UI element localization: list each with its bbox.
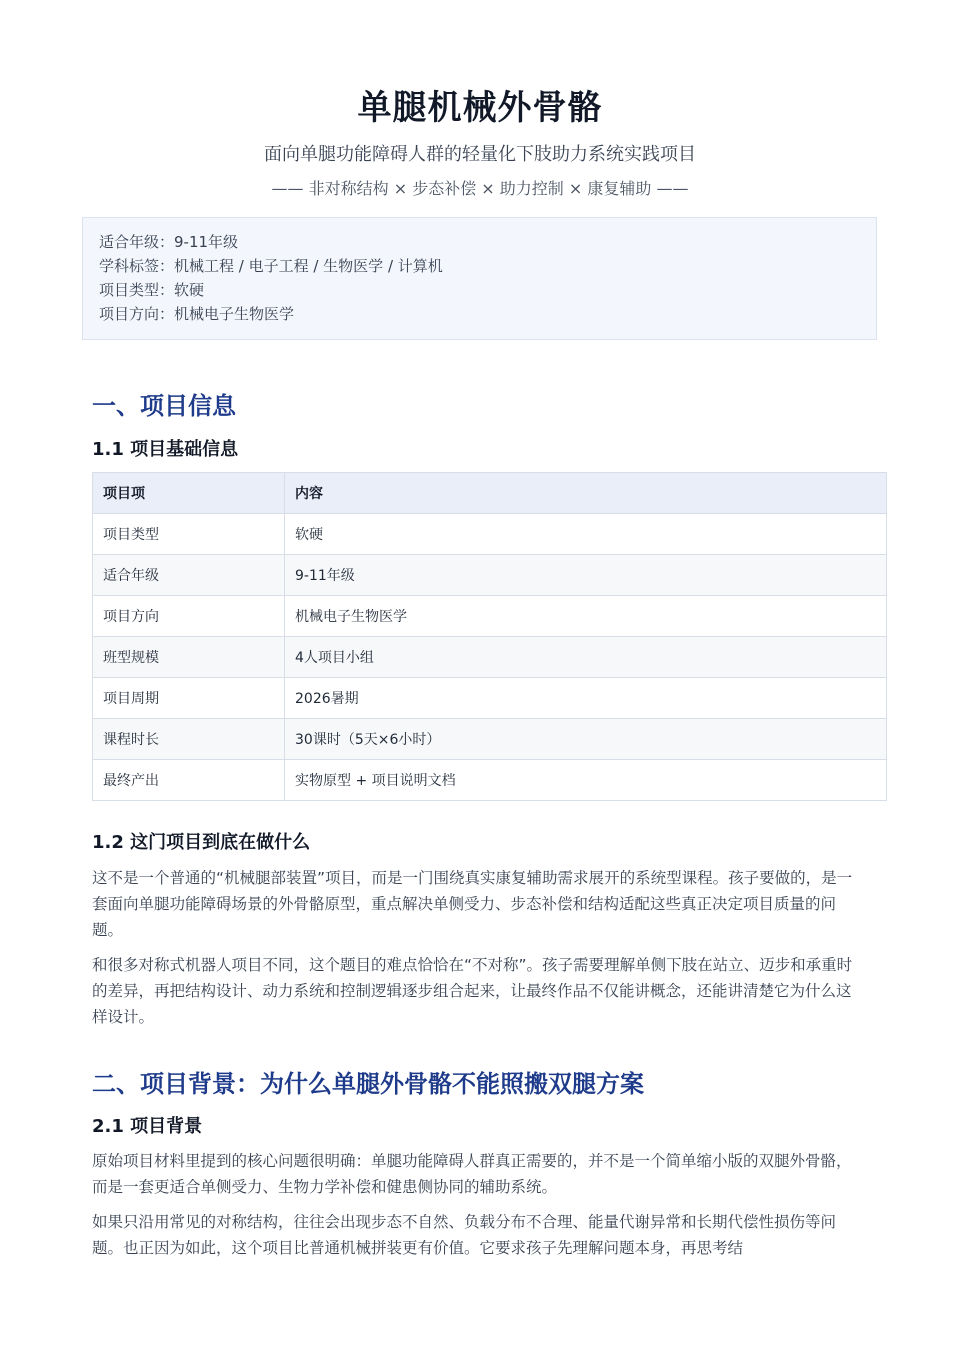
table-row xyxy=(93,637,887,678)
table-row xyxy=(93,719,887,760)
meta-direction: 项目方向：机械电子生物医学 xyxy=(99,305,295,323)
paragraph: 这不是一个普通的“机械腿部装置”项目，而是一门围绕真实康复辅助需求展开的系统型课程。孩子要做的，是一套面向单腿功能障碍场景的外骨骼原型，重点解决单侧受力、步态补偿和结构适配这些真正决定项目质量的问题。 xyxy=(92,869,853,939)
meta-subjects: 学科标签：机械工程 / 电子工程 / 生物医学 / 计算机 xyxy=(99,257,443,275)
document-tagline: —— 非对称结构 × 步态补偿 × 助力控制 × 康复辅助 —— xyxy=(271,179,689,198)
document-subtitle: 面向单腿功能障碍人群的轻量化下肢助力系统实践项目 xyxy=(264,144,696,165)
table-cell-item: 项目方向 xyxy=(93,596,285,637)
document-title: 单腿机械外骨骼 xyxy=(357,88,603,128)
table-cell-content: 实物原型 + 项目说明文档 xyxy=(285,760,887,801)
table-cell-content: 软硬 xyxy=(285,514,887,555)
table-cell-item: 项目周期 xyxy=(93,678,285,719)
table-cell-item: 适合年级 xyxy=(93,555,285,596)
table-cell-item: 班型规模 xyxy=(93,637,285,678)
table-row xyxy=(93,514,887,555)
paragraph: 原始项目材料里提到的核心问题很明确：单腿功能障碍人群真正需要的，并不是一个简单缩小版的双腿外骨骼，而是一套更适合单侧受力、生物力学补偿和健患侧协同的辅助系统。 xyxy=(92,1152,852,1196)
meta-info-box xyxy=(82,217,877,340)
paragraph: 如果只沿用常见的对称结构，往往会出现步态不自然、负载分布不合理、能量代谢异常和长期代偿性损伤等问题。也正因为如此，这个项目比普通机械拼装更有价值。它要求孩子先理解问题本身，再思考结 xyxy=(92,1213,837,1257)
table-cell-content: 9-11年级 xyxy=(285,555,887,596)
table-row xyxy=(93,555,887,596)
subsection-heading-what-it-does: 1.2 这门项目到底在做什么 xyxy=(92,832,311,853)
table-cell-content: 机械电子生物医学 xyxy=(285,596,887,637)
table-cell-content: 2026暑期 xyxy=(285,678,887,719)
subsection-heading-basic-info: 1.1 项目基础信息 xyxy=(92,439,239,460)
section-heading-project-info: 一、项目信息 xyxy=(92,392,236,420)
meta-type: 项目类型：软硬 xyxy=(99,281,205,299)
table-cell-content: 30课时（5天×6小时） xyxy=(285,719,887,760)
table-row xyxy=(93,760,887,801)
table-cell-item: 课程时长 xyxy=(93,719,285,760)
project-info-table xyxy=(92,472,887,801)
table-row xyxy=(93,596,887,637)
table-header-row xyxy=(93,473,887,514)
table-cell-content: 4人项目小组 xyxy=(285,637,887,678)
meta-grade: 适合年级：9-11年级 xyxy=(99,233,239,251)
table-row xyxy=(93,678,887,719)
table-cell-item: 最终产出 xyxy=(93,760,285,801)
table-header-item: 项目项 xyxy=(93,473,285,514)
paragraph: 和很多对称式机器人项目不同，这个题目的难点恰恰在“不对称”。孩子需要理解单侧下肢在站立、迈步和承重时的差异，再把结构设计、动力系统和控制逻辑逐步组合起来，让最终作品不仅能讲概念，还能讲清楚它为什么这样设计。 xyxy=(92,956,853,1026)
section-heading-background: 二、项目背景：为什么单腿外骨骼不能照搬双腿方案 xyxy=(92,1070,644,1098)
table-cell-item: 项目类型 xyxy=(93,514,285,555)
subsection-heading-background: 2.1 项目背景 xyxy=(92,1116,203,1137)
table-header-content: 内容 xyxy=(285,473,887,514)
